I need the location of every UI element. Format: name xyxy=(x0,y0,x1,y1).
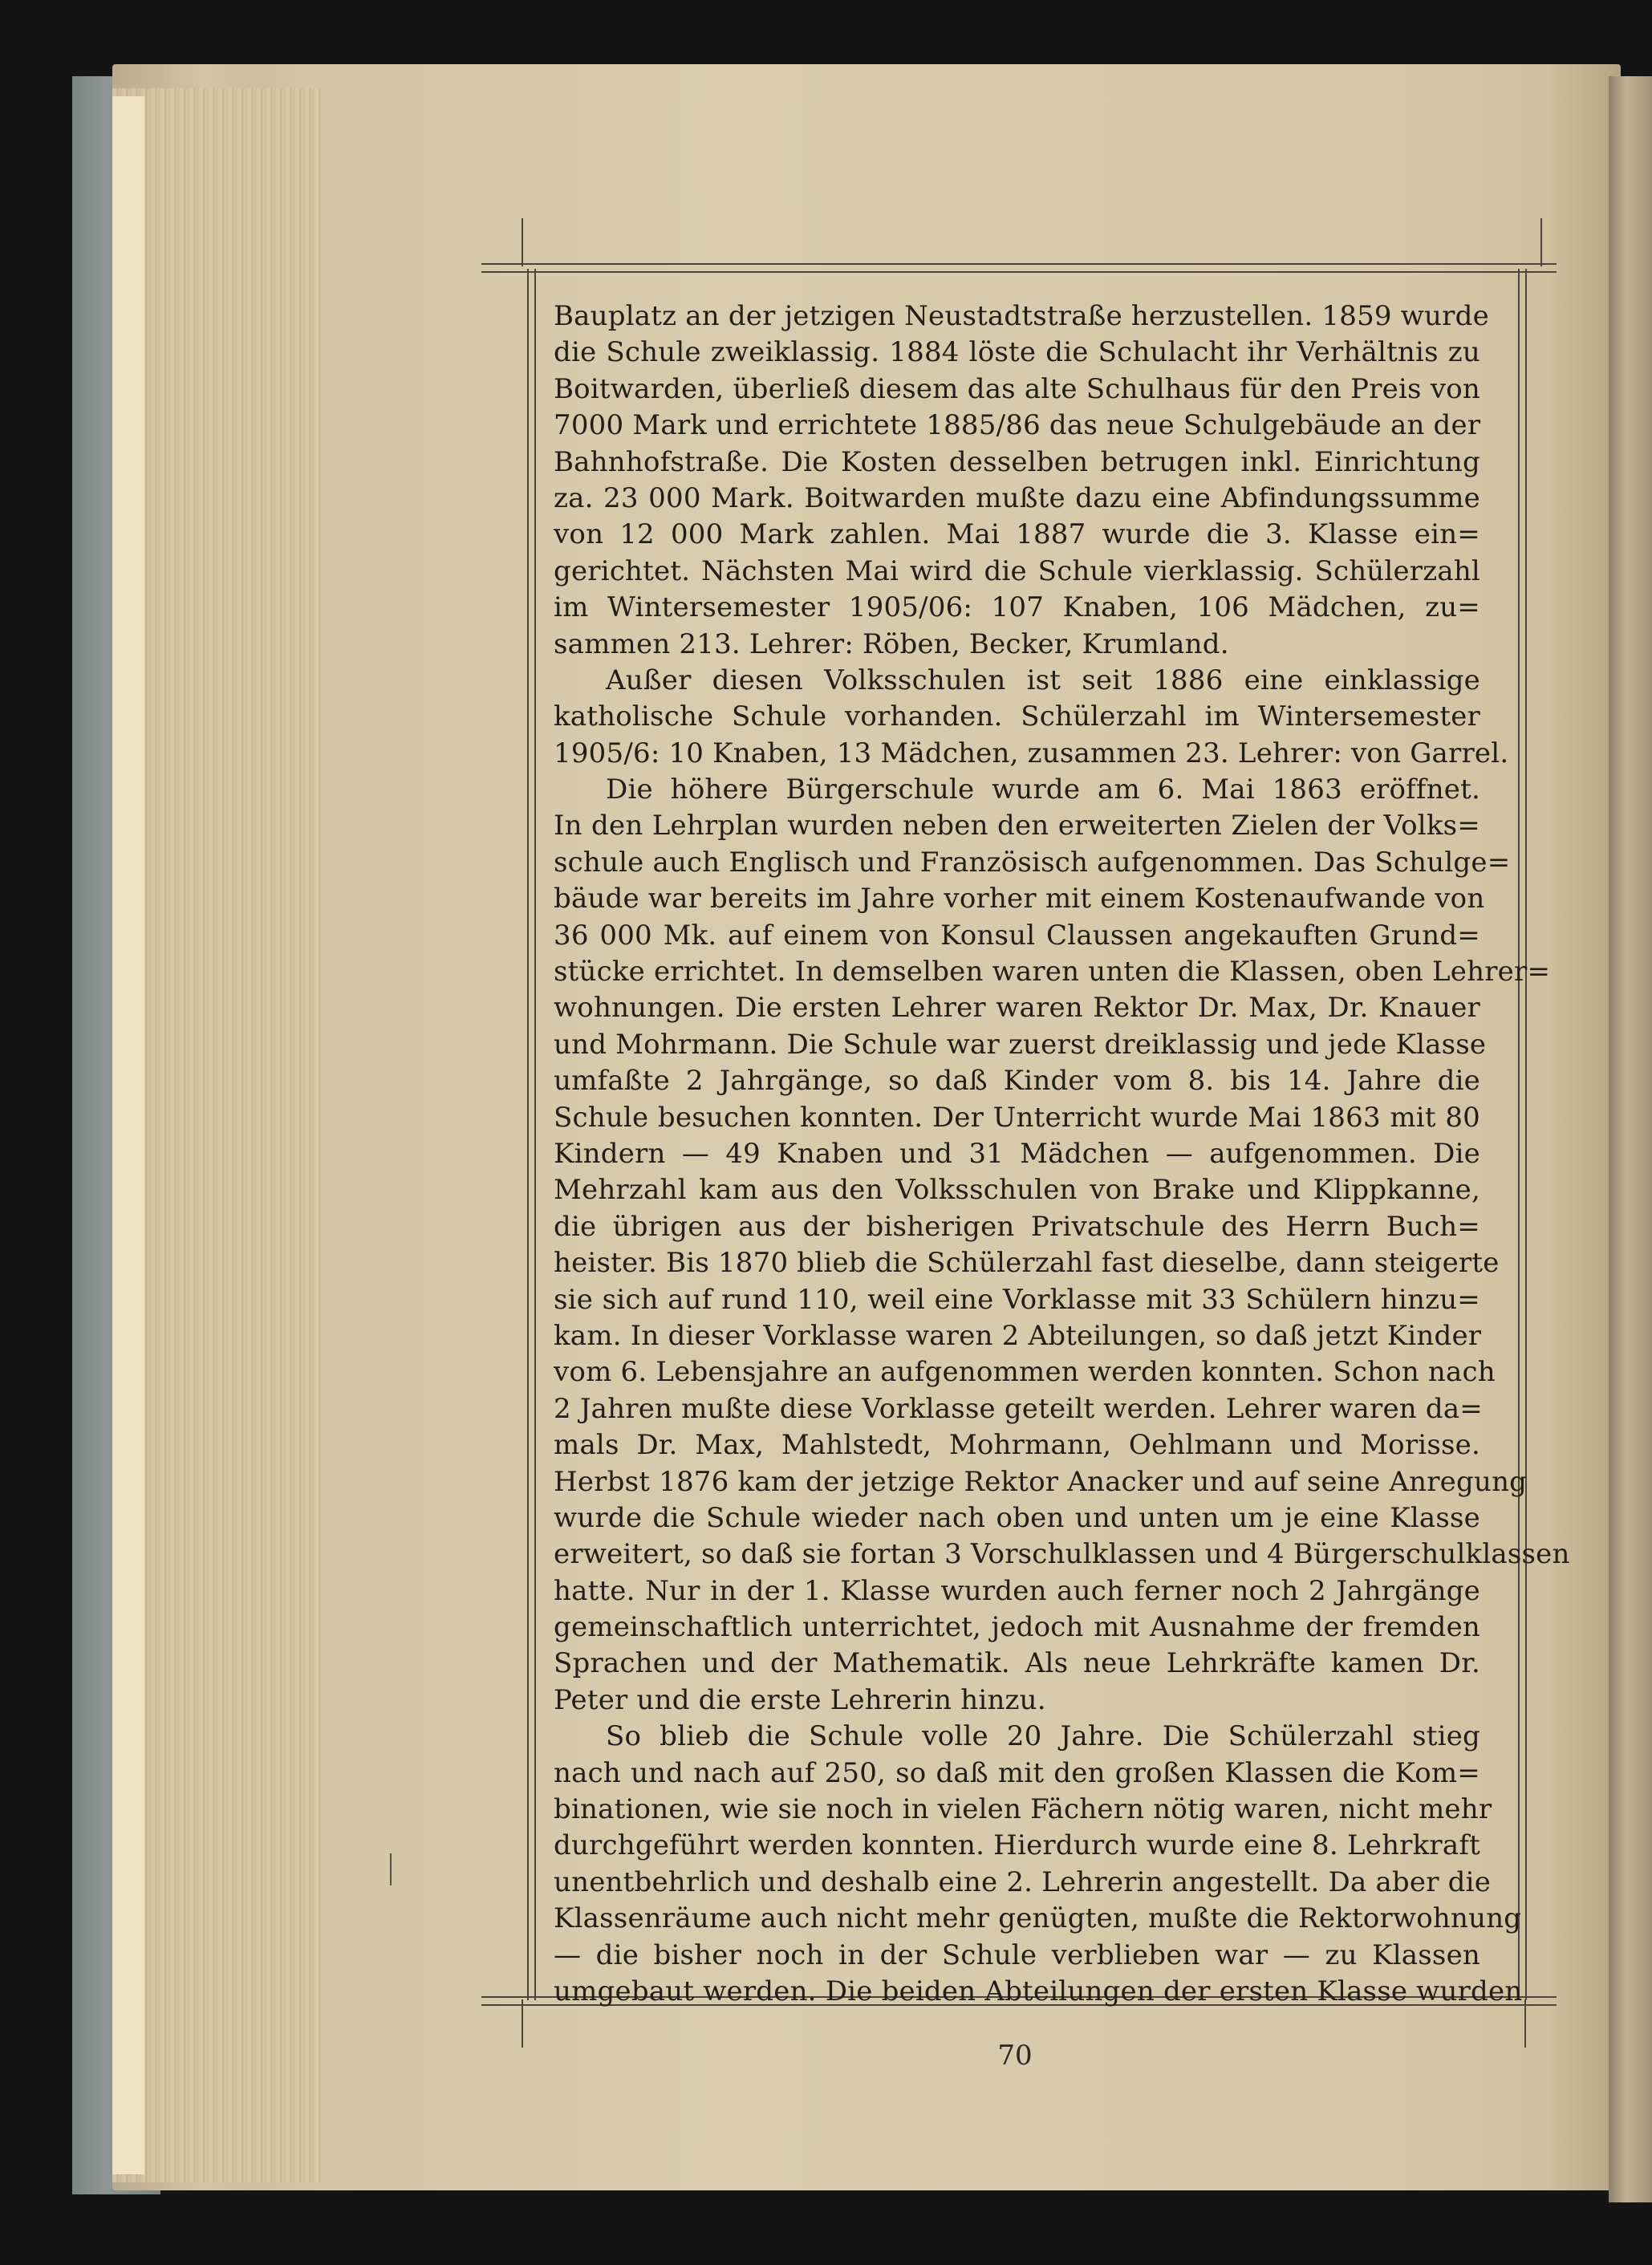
text-line: In den Lehrplan wurden neben den erweiterten Zielen der Volks= xyxy=(554,810,1480,842)
frame-stub xyxy=(1524,1999,1526,2048)
text-line: 2 Jahren mußte diese Vorklasse geteilt werden. Lehrer waren da= xyxy=(554,1392,1483,1425)
text-line: und Mohrmann. Die Schule war zuerst dreiklassig und jede Klasse xyxy=(554,1028,1487,1061)
text-line: umgebaut werden. Die beiden Abteilungen der ersten Klasse wurden xyxy=(554,1975,1523,2007)
text-line: sammen 213. Lehrer: Röben, Becker, Krumland. xyxy=(554,627,1229,660)
text-line: stücke errichtet. In demselben waren unten die Klassen, oben Lehrer= xyxy=(554,956,1551,988)
frame-rule-left xyxy=(527,269,536,2000)
text-line: durchgeführt werden konnten. Hierdurch wurde eine 8. Lehrkraft xyxy=(554,1829,1480,1862)
text-line: Boitwarden, überließ diesem das alte Schulhaus für den Preis von xyxy=(554,372,1480,405)
text-line: kam. In dieser Vorklasse waren 2 Abteilungen, so daß jetzt Kinder xyxy=(554,1319,1482,1352)
text-line: schule auch Englisch und Französisch aufgenommen. Das Schulge= xyxy=(554,846,1511,879)
text-line: Peter und die erste Lehrerin hinzu. xyxy=(554,1683,1046,1716)
text-line: So blieb die Schule volle 20 Jahre. Die Schülerzahl stieg xyxy=(606,1720,1480,1753)
text-line: unentbehrlich und deshalb eine 2. Lehrerin angestellt. Da aber die xyxy=(554,1865,1492,1898)
text-line: za. 23 000 Mark. Boitwarden mußte dazu eine Abfindungssumme xyxy=(554,481,1480,514)
text-line: 36 000 Mk. auf einem von Konsul Claussen angekauften Grund= xyxy=(554,919,1480,952)
text-line: die Schule zweiklassig. 1884 löste die Schulacht ihr Verhältnis zu xyxy=(554,336,1480,369)
text-line: Klassenräume auch nicht mehr genügten, mußte die Rektorwohnung xyxy=(554,1902,1522,1935)
text-line: nach und nach auf 250, so daß mit den großen Klassen die Kom= xyxy=(554,1756,1480,1789)
text-line: heister. Bis 1870 blieb die Schülerzahl fast dieselbe, dann steigerte xyxy=(554,1247,1500,1280)
text-line: Mehrzahl kam aus den Volksschulen von Brake und Klippkanne, xyxy=(554,1174,1480,1207)
text-line: wurde die Schule wieder nach oben und unten um je eine Klasse xyxy=(554,1501,1480,1534)
text-line: Sprachen und der Mathematik. Als neue Lehrkräfte kamen Dr. xyxy=(554,1647,1480,1680)
frame-stub xyxy=(1540,218,1542,266)
text-line: umfaßte 2 Jahrgänge, so daß Kinder vom 8. bis 14. Jahre die xyxy=(554,1065,1480,1098)
text-line: — die bisher noch in der Schule verblieben war — zu Klassen xyxy=(554,1938,1480,1971)
text-line: Die höhere Bürgerschule wurde am 6. Mai 1863 eröffnet. xyxy=(606,773,1480,806)
frame-rule-top xyxy=(481,263,1557,273)
text-line: Bahnhofstraße. Die Kosten desselben betrugen inkl. Einrichtung xyxy=(554,445,1480,478)
text-line: 1905/6: 10 Knaben, 13 Mädchen, zusammen 23. Lehrer: von Garrel. xyxy=(554,737,1509,769)
text-line: im Wintersemester 1905/06: 107 Knaben, 106 Mädchen, zu= xyxy=(554,591,1480,624)
text-line: sie sich auf rund 110, weil eine Vorklasse mit 33 Schülern hinzu= xyxy=(554,1283,1480,1316)
text-line: wohnungen. Die ersten Lehrer waren Rektor Dr. Max, Dr. Knauer xyxy=(554,992,1480,1025)
frame-stub xyxy=(522,1999,523,2048)
text-line: Bauplatz an der jetzigen Neustadtstraße herzustellen. 1859 wurde xyxy=(554,300,1489,332)
text-line: katholische Schule vorhanden. Schülerzahl im Wintersemester xyxy=(554,700,1480,733)
text-line: 7000 Mark und errichtete 1885/86 das neue Schulgebäude an der xyxy=(554,409,1481,442)
text-line: bäude war bereits im Jahre vorher mit einem Kostenaufwande von xyxy=(554,883,1485,915)
text-line: hatte. Nur in der 1. Klasse wurden auch ferner noch 2 Jahrgänge xyxy=(554,1574,1480,1607)
text-line: gerichtet. Nächsten Mai wird die Schule vierklassig. Schülerzahl xyxy=(554,554,1480,587)
text-line: mals Dr. Max, Mahlstedt, Mohrmann, Oehlmann und Morisse. xyxy=(554,1429,1480,1462)
text-line: Schule besuchen konnten. Der Unterricht wurde Mai 1863 mit 80 xyxy=(554,1101,1480,1134)
text-line: Kindern — 49 Knaben und 31 Mädchen — aufgenommen. Die xyxy=(554,1137,1480,1170)
body-text xyxy=(554,298,1570,2010)
text-line: die übrigen aus der bisherigen Privatschule des Herrn Buch= xyxy=(554,1210,1480,1243)
text-line: von 12 000 Mark zahlen. Mai 1887 wurde die 3. Klasse ein= xyxy=(554,518,1480,551)
page-stack-highlight xyxy=(112,96,144,2174)
margin-mark xyxy=(390,1853,392,1885)
text-line: binationen, wie sie noch in vielen Fächern nötig waren, nicht mehr xyxy=(554,1793,1492,1826)
text-line: erweitert, so daß sie fortan 3 Vorschulklassen und 4 Bürgerschulklassen xyxy=(554,1538,1570,1571)
frame-rule-right xyxy=(1518,269,1527,2000)
text-line: gemeinschaftlich unterrichtet, jedoch mit Ausnahme der fremden xyxy=(554,1611,1480,1644)
right-page-edge xyxy=(1609,76,1652,2202)
text-line: vom 6. Lebensjahre an aufgenommen werden konnten. Schon nach xyxy=(554,1356,1496,1389)
text-line: Herbst 1876 kam der jetzige Rektor Anacker und auf seine Anregung xyxy=(554,1465,1528,1498)
frame-stub xyxy=(522,218,523,266)
text-line: Außer diesen Volksschulen ist seit 1886 eine einklassige xyxy=(606,664,1480,696)
page-number: 70 xyxy=(997,2040,1033,2072)
